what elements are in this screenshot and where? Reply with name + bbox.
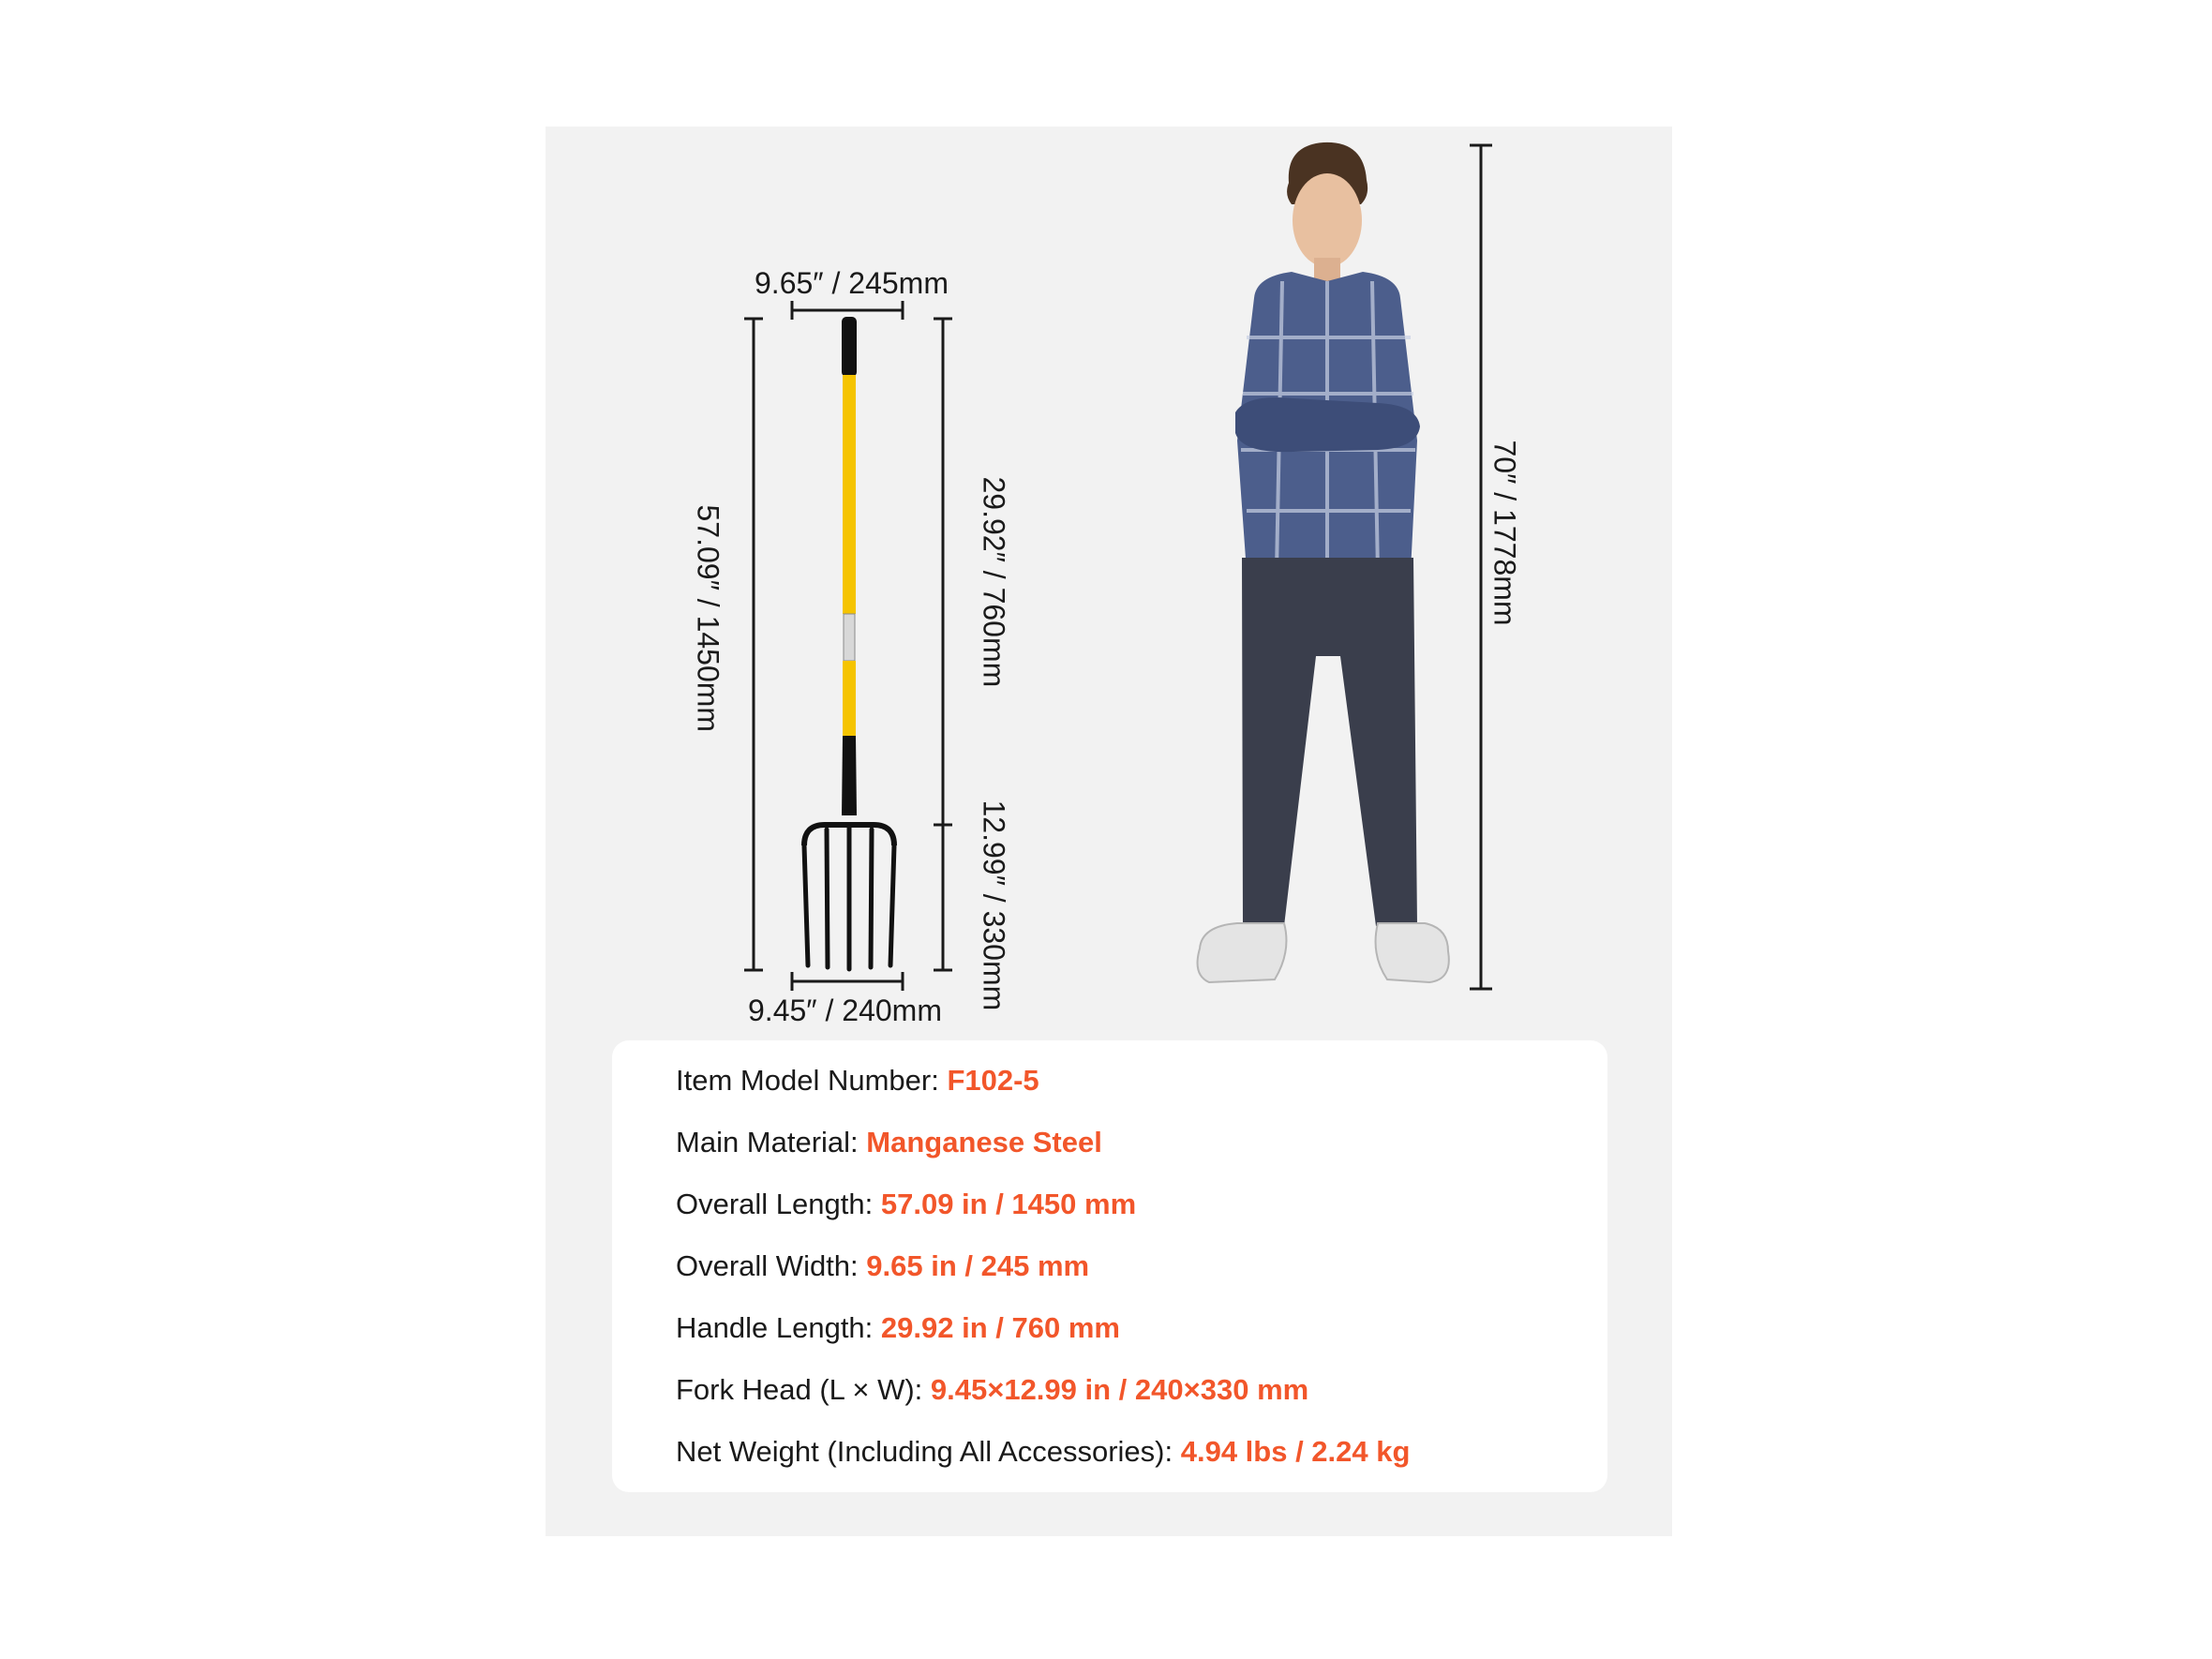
spec-label: Fork Head (L × W): [676,1373,931,1406]
top-width-label: 9.65″ / 245mm [755,266,949,300]
spec-label: Net Weight (Including All Accessories): [676,1435,1181,1468]
spec-net-weight [676,1435,1410,1469]
spec-label: Overall Width: [676,1249,867,1282]
left-shoe [1198,923,1287,982]
fork-tines [804,827,894,969]
face [1293,173,1362,267]
spec-label: Main Material: [676,1126,867,1158]
spec-handle-length [676,1311,1120,1345]
handle-joint [844,614,855,661]
spec-label: Overall Length: [676,1188,881,1220]
spec-value: 57.09 in / 1450 mm [880,1188,1137,1220]
pants [1242,558,1417,926]
handle-length-label: 29.92″ / 760mm [977,476,1011,688]
spec-value: F102-5 [947,1064,1039,1097]
spec-label: Handle Length: [676,1311,881,1344]
bottom-width-label: 9.45″ / 240mm [748,994,942,1027]
handle-shaft-upper [843,375,856,614]
spec-material [676,1126,1102,1159]
spec-label: Item Model Number: [676,1064,948,1097]
spec-model-number [676,1064,1039,1098]
spec-value: 9.65 in / 245 mm [866,1249,1090,1282]
fork-neck [842,736,857,815]
person-height-label: 70″ / 1778mm [1487,440,1522,626]
right-shoe [1376,923,1449,982]
spec-overall-width [676,1249,1089,1283]
crossed-arms [1235,397,1420,452]
spec-value: 4.94 lbs / 2.24 kg [1180,1435,1411,1468]
bottom-width-line [792,972,903,991]
head-length-label: 12.99″ / 330mm [977,800,1011,1011]
spec-fork-head [676,1373,1308,1407]
pitchfork [804,317,894,969]
person [1198,142,1449,982]
spec-card [612,1040,1607,1492]
overall-length-line [744,319,763,970]
handle-length-line [934,319,952,970]
handle-grip [842,317,857,377]
overall-length-label: 57.09″ / 1450mm [691,504,725,733]
spec-overall-length [676,1188,1136,1221]
handle-shaft-lower [843,661,856,736]
spec-value: Manganese Steel [866,1126,1102,1158]
spec-value: 29.92 in / 760 mm [880,1311,1120,1344]
spec-value: 9.45×12.99 in / 240×330 mm [930,1373,1309,1406]
